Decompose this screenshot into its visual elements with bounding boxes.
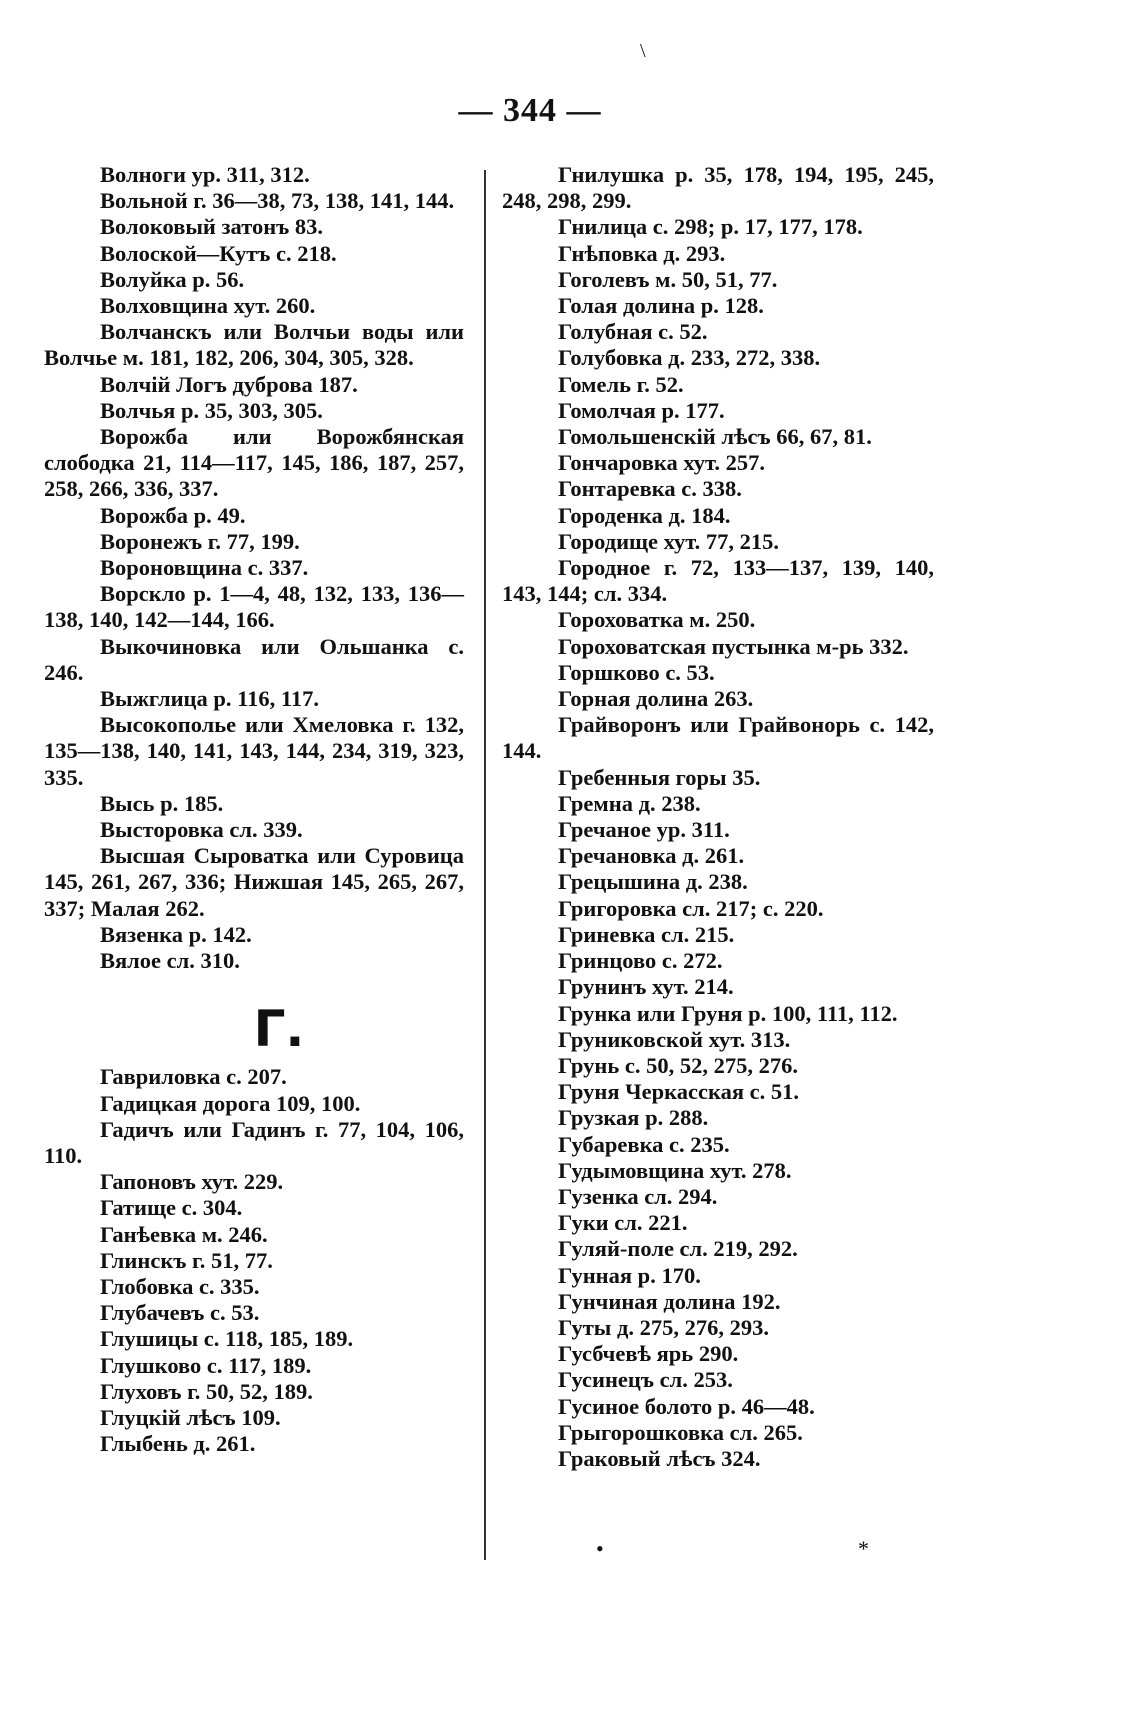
index-entry: Высокополье или Хмеловка г. 132, 135—138, 140, 141, 143, 144, 234, 319, 323, 335. [44,712,464,790]
index-entry: Грузкая р. 288. [558,1105,709,1131]
index-entry: Городенка д. 184. [558,502,731,528]
index-entry: Волчья р. 35, 303, 305. [100,397,323,423]
index-entry: Гринцово с. 272. [558,948,723,974]
index-entry: Гонтаревка с. 338. [558,476,742,502]
index-entry: Высшая Сыроватка или Суровица 145, 261, 267, 336; Нижшая 145, 265, 267, 337; Малая 262. [44,843,464,921]
index-entry: Грунка или Груня р. 100, 111, 112. [558,1000,898,1026]
index-entry: Гнѣповка д. 293. [558,240,726,266]
index-entry: Глушково с. 117, 189. [100,1352,312,1378]
section-letter: Г. [253,1000,305,1059]
index-entry: Голубная с. 52. [558,319,708,345]
index-entry: Вялое сл. 310. [100,948,240,974]
index-entry: Городное г. 72, 133—137, 139, 140, 143, 144; сл. 334. [502,555,934,607]
index-entry: Ганѣевка м. 246. [100,1221,268,1247]
index-entry: Гусбчевѣ ярь 290. [558,1341,739,1367]
index-entry: Волоской—Кутъ с. 218. [100,240,337,266]
index-entry: Волховщина хут. 260. [100,293,316,319]
index-entry: Гребенныя горы 35. [558,764,761,790]
index-entry: Гречаное ур. 311. [558,817,730,843]
index-entry: Грунинъ хут. 214. [558,974,734,1000]
entries-g-list [44,1064,464,1457]
index-entry: Гомель г. 52. [558,371,684,397]
index-entry: Гатище с. 304. [100,1195,243,1221]
index-entry: Вязенка р. 142. [100,921,252,947]
index-entry: Гоголевъ м. 50, 51, 77. [558,266,778,292]
index-entry: Гороховатка м. 250. [558,607,756,633]
index-entry: Высь р. 185. [100,790,224,816]
index-entry: Голубовка д. 233, 272, 338. [558,345,821,371]
index-entry: Глуховъ г. 50, 52, 189. [100,1378,313,1404]
index-entry: Выcторовка сл. 339. [100,817,303,843]
index-entry: Гадицкая дорога 109, 100. [100,1090,361,1116]
index-entry: Гунчиная долина 192. [558,1288,781,1314]
index-entry: Григоровка сл. 217; с. 220. [558,895,824,921]
index-entry: Грыгорошковка сл. 265. [558,1419,803,1445]
index-entry: Выжглица р. 116, 117. [100,686,320,712]
entries-g-list-continued [502,162,934,1472]
index-entry: Городище хут. 77, 215. [558,528,780,554]
index-entry: Гунная р. 170. [558,1262,701,1288]
index-entry: Гадичъ или Гадинъ г. 77, 104, 106, 110. [44,1116,464,1168]
index-entry: Ворожба р. 49. [100,502,246,528]
index-entry: Грунь с. 50, 52, 275, 276. [558,1052,798,1078]
index-entry: Гудымовщина хут. 278. [558,1157,792,1183]
index-entry: Гуляй-поле сл. 219, 292. [558,1236,798,1262]
print-dot: • [596,1536,604,1561]
right-column [502,162,934,1472]
index-entry: Гриневка сл. 215. [558,921,735,947]
page-number: — 344 — [458,92,602,129]
index-entry: Глобовка с. 335. [100,1273,260,1299]
print-mark: \ [640,40,646,62]
index-entry: Гончаровка хут. 257. [558,450,765,476]
index-entry: Волуйка р. 56. [100,266,245,292]
index-entry: Гавриловка с. 207. [100,1064,287,1090]
index-entry: Воронежъ г. 77, 199. [100,528,300,554]
column-divider [484,170,486,1560]
left-column [44,162,464,1457]
index-entry: Глинскъ г. 51, 77. [100,1247,273,1273]
index-entry: Гапоновъ хут. 229. [100,1169,284,1195]
index-entry: Груниковской хут. 313. [558,1026,791,1052]
index-entry: Волчій Логъ дуброва 187. [100,371,358,397]
index-entry: Гомольшенскій лѣсъ 66, 67, 81. [558,424,872,450]
index-entry: Гнилушка р. 35, 178, 194, 195, 245, 248, 298, 299. [502,162,934,214]
entries-v-list [44,162,464,974]
index-entry: Глуцкій лѣсъ 109. [100,1404,281,1430]
index-entry: Груня Черкасская с. 51. [558,1079,800,1105]
index-entry: Грецышина д. 238. [558,869,748,895]
index-entry: Гороховатская пустынка м-рь 332. [558,633,909,659]
index-entry: Горная долина 263. [558,686,754,712]
print-asterisk: * [858,1536,869,1561]
index-entry: Голая долина р. 128. [558,293,764,319]
index-entry: Гремна д. 238. [558,790,701,816]
index-entry: Гнилица с. 298; р. 17, 177, 178. [558,214,863,240]
index-entry: Гусиное болото р. 46—48. [558,1393,815,1419]
index-entry: Ворожба или Ворожбянская слободка 21, 114—117, 145, 186, 187, 257, 258, 266, 336, 337. [44,424,464,502]
index-entry: Волноги ур. 311, 312. [100,162,310,187]
index-entry: Граковый лѣсъ 324. [558,1445,761,1471]
index-entry: Гусинецъ сл. 253. [558,1367,733,1393]
index-entry: Выкочиновка или Ольшанка с. 246. [44,633,464,685]
index-entry: Глыбень д. 261. [100,1431,256,1457]
index-entry: Гомолчая р. 177. [558,397,725,423]
index-entry: Гречановка д. 261. [558,843,745,869]
index-entry: Волоковый затонъ 83. [100,214,324,240]
index-entry: Волчанскъ или Волчьи воды или Волчье м. 181, 182, 206, 304, 305, 328. [44,319,464,371]
index-entry: Гуки сл. 221. [558,1210,688,1236]
index-entry: Гуты д. 275, 276, 293. [558,1314,769,1340]
index-entry: Губаревка с. 235. [558,1131,730,1157]
index-entry: Глушицы с. 118, 185, 189. [100,1326,354,1352]
index-entry: Горшково с. 53. [558,659,715,685]
index-entry: Глубачевъ с. 53. [100,1300,260,1326]
index-entry: Гузенка сл. 294. [558,1183,718,1209]
index-entry: Вольной г. 36—38, 73, 138, 141, 144. [100,188,455,214]
index-entry: Ворскло р. 1—4, 48, 132, 133, 136—138, 140, 142—144, 166. [44,581,464,633]
index-entry: Грайворонъ или Грайвонорь с. 142, 144. [502,712,934,764]
index-entry: Вороновщина с. 337. [100,555,309,581]
